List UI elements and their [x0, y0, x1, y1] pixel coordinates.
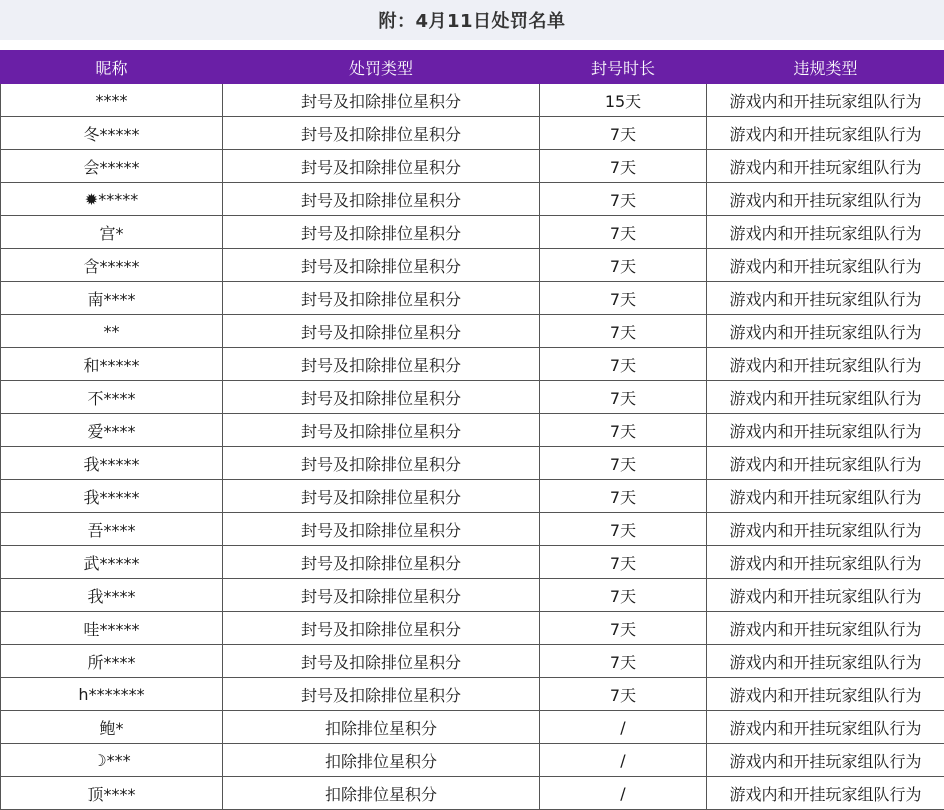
cell-ban-duration: 7天	[540, 513, 707, 546]
cell-nickname: 所****	[1, 645, 223, 678]
cell-nickname: ✹*****	[1, 183, 223, 216]
cell-violation-type: 游戏内和开挂玩家组队行为	[707, 282, 944, 315]
cell-violation-type: 游戏内和开挂玩家组队行为	[707, 216, 944, 249]
cell-nickname: 顶****	[1, 777, 223, 810]
cell-ban-duration: 7天	[540, 645, 707, 678]
cell-punishment-type: 封号及扣除排位星积分	[223, 579, 540, 612]
table-row	[1, 216, 944, 249]
cell-nickname: 冬*****	[1, 117, 223, 150]
cell-ban-duration: 7天	[540, 183, 707, 216]
cell-punishment-type: 扣除排位星积分	[223, 777, 540, 810]
table-row	[1, 315, 944, 348]
cell-nickname: 我****	[1, 579, 223, 612]
cell-violation-type: 游戏内和开挂玩家组队行为	[707, 546, 944, 579]
table-row	[1, 150, 944, 183]
column-header-violation-type: 违规类型	[707, 51, 944, 84]
cell-nickname: 吾****	[1, 513, 223, 546]
cell-punishment-type: 封号及扣除排位星积分	[223, 315, 540, 348]
cell-violation-type: 游戏内和开挂玩家组队行为	[707, 645, 944, 678]
table-row	[1, 447, 944, 480]
cell-ban-duration: /	[540, 711, 707, 744]
cell-nickname: ****	[1, 84, 223, 117]
cell-violation-type: 游戏内和开挂玩家组队行为	[707, 315, 944, 348]
cell-nickname: 我*****	[1, 480, 223, 513]
cell-punishment-type: 封号及扣除排位星积分	[223, 249, 540, 282]
table-row	[1, 117, 944, 150]
table-row	[1, 744, 944, 777]
table-row	[1, 546, 944, 579]
cell-punishment-type: 扣除排位星积分	[223, 711, 540, 744]
cell-punishment-type: 封号及扣除排位星积分	[223, 678, 540, 711]
cell-violation-type: 游戏内和开挂玩家组队行为	[707, 777, 944, 810]
cell-violation-type: 游戏内和开挂玩家组队行为	[707, 150, 944, 183]
cell-ban-duration: 7天	[540, 579, 707, 612]
table-row	[1, 381, 944, 414]
cell-punishment-type: 封号及扣除排位星积分	[223, 480, 540, 513]
cell-nickname: h*******	[1, 678, 223, 711]
table-row	[1, 282, 944, 315]
cell-violation-type: 游戏内和开挂玩家组队行为	[707, 744, 944, 777]
cell-nickname: 不****	[1, 381, 223, 414]
cell-violation-type: 游戏内和开挂玩家组队行为	[707, 678, 944, 711]
cell-violation-type: 游戏内和开挂玩家组队行为	[707, 711, 944, 744]
table-row	[1, 513, 944, 546]
cell-ban-duration: /	[540, 744, 707, 777]
cell-ban-duration: 7天	[540, 546, 707, 579]
cell-ban-duration: 7天	[540, 348, 707, 381]
cell-punishment-type: 封号及扣除排位星积分	[223, 216, 540, 249]
cell-ban-duration: 7天	[540, 117, 707, 150]
cell-violation-type: 游戏内和开挂玩家组队行为	[707, 348, 944, 381]
punishment-table	[0, 50, 944, 810]
cell-nickname: ☽***	[1, 744, 223, 777]
cell-punishment-type: 封号及扣除排位星积分	[223, 282, 540, 315]
table-row	[1, 414, 944, 447]
cell-ban-duration: /	[540, 777, 707, 810]
cell-ban-duration: 7天	[540, 216, 707, 249]
cell-punishment-type: 封号及扣除排位星积分	[223, 414, 540, 447]
cell-punishment-type: 封号及扣除排位星积分	[223, 150, 540, 183]
table-header-row	[1, 51, 944, 84]
cell-ban-duration: 15天	[540, 84, 707, 117]
cell-ban-duration: 7天	[540, 678, 707, 711]
cell-ban-duration: 7天	[540, 414, 707, 447]
title-bar	[0, 0, 944, 40]
cell-ban-duration: 7天	[540, 282, 707, 315]
cell-violation-type: 游戏内和开挂玩家组队行为	[707, 249, 944, 282]
cell-violation-type: 游戏内和开挂玩家组队行为	[707, 414, 944, 447]
cell-punishment-type: 封号及扣除排位星积分	[223, 348, 540, 381]
cell-ban-duration: 7天	[540, 150, 707, 183]
cell-ban-duration: 7天	[540, 447, 707, 480]
cell-nickname: 宫*	[1, 216, 223, 249]
cell-ban-duration: 7天	[540, 381, 707, 414]
cell-ban-duration: 7天	[540, 315, 707, 348]
cell-nickname: 爱****	[1, 414, 223, 447]
cell-violation-type: 游戏内和开挂玩家组队行为	[707, 447, 944, 480]
table-row	[1, 480, 944, 513]
cell-nickname: 鲍*	[1, 711, 223, 744]
cell-nickname: 会*****	[1, 150, 223, 183]
table-row	[1, 678, 944, 711]
table-row	[1, 84, 944, 117]
table-row	[1, 645, 944, 678]
cell-punishment-type: 封号及扣除排位星积分	[223, 546, 540, 579]
page-title: 附：4月11日处罚名单	[378, 7, 565, 33]
cell-punishment-type: 封号及扣除排位星积分	[223, 117, 540, 150]
cell-punishment-type: 封号及扣除排位星积分	[223, 645, 540, 678]
cell-punishment-type: 封号及扣除排位星积分	[223, 447, 540, 480]
cell-nickname: 和*****	[1, 348, 223, 381]
cell-punishment-type: 封号及扣除排位星积分	[223, 183, 540, 216]
table-row	[1, 249, 944, 282]
cell-violation-type: 游戏内和开挂玩家组队行为	[707, 480, 944, 513]
table-row	[1, 711, 944, 744]
column-header-punishment-type: 处罚类型	[223, 51, 540, 84]
table-row	[1, 183, 944, 216]
cell-punishment-type: 封号及扣除排位星积分	[223, 381, 540, 414]
table-row	[1, 612, 944, 645]
cell-ban-duration: 7天	[540, 612, 707, 645]
cell-violation-type: 游戏内和开挂玩家组队行为	[707, 117, 944, 150]
cell-ban-duration: 7天	[540, 249, 707, 282]
cell-violation-type: 游戏内和开挂玩家组队行为	[707, 381, 944, 414]
table-row	[1, 579, 944, 612]
cell-nickname: **	[1, 315, 223, 348]
cell-nickname: 含*****	[1, 249, 223, 282]
cell-nickname: 我*****	[1, 447, 223, 480]
cell-ban-duration: 7天	[540, 480, 707, 513]
cell-violation-type: 游戏内和开挂玩家组队行为	[707, 183, 944, 216]
table-body	[1, 84, 944, 810]
column-header-ban-duration: 封号时长	[540, 51, 707, 84]
cell-violation-type: 游戏内和开挂玩家组队行为	[707, 84, 944, 117]
cell-nickname: 南****	[1, 282, 223, 315]
cell-violation-type: 游戏内和开挂玩家组队行为	[707, 513, 944, 546]
cell-violation-type: 游戏内和开挂玩家组队行为	[707, 612, 944, 645]
column-header-nickname: 昵称	[1, 51, 223, 84]
cell-punishment-type: 扣除排位星积分	[223, 744, 540, 777]
cell-nickname: 哇*****	[1, 612, 223, 645]
cell-punishment-type: 封号及扣除排位星积分	[223, 513, 540, 546]
cell-nickname: 武*****	[1, 546, 223, 579]
cell-punishment-type: 封号及扣除排位星积分	[223, 84, 540, 117]
cell-violation-type: 游戏内和开挂玩家组队行为	[707, 579, 944, 612]
cell-punishment-type: 封号及扣除排位星积分	[223, 612, 540, 645]
table-row	[1, 348, 944, 381]
